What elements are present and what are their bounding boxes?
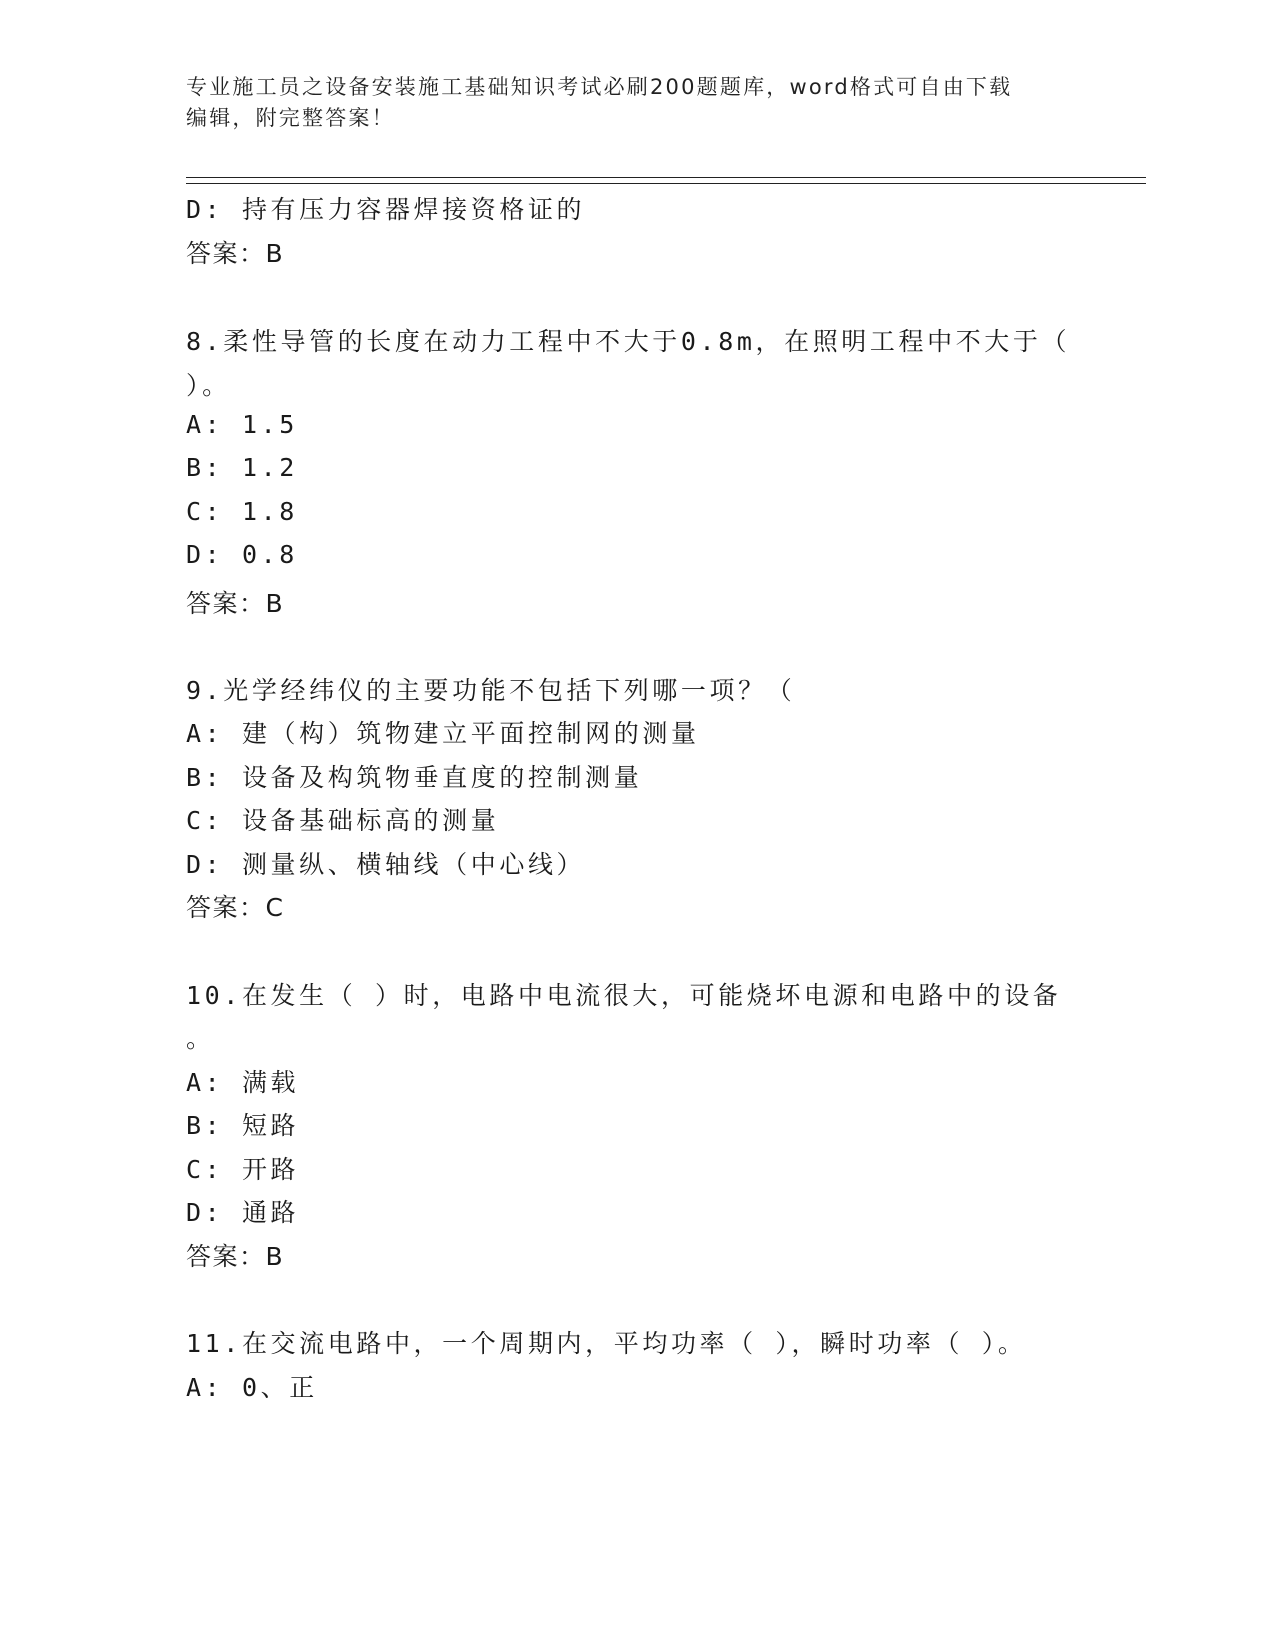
q10-stem-line-2: 。 — [186, 1024, 215, 1053]
q8-option-a: A: 1.5 — [186, 410, 298, 439]
q9-option-d: D: 测量纵、横轴线（中心线） — [186, 850, 586, 879]
q10-option-a: A: 满载 — [186, 1068, 300, 1097]
q9-stem: 9.光学经纬仪的主要功能不包括下列哪一项？（ — [186, 676, 796, 705]
q7-answer: 答案：B — [186, 239, 285, 268]
header-title-line-1: 专业施工员之设备安装施工基础知识考试必刷200题题库，word格式可自由下载 — [186, 75, 1013, 99]
q9-option-a: A: 建（构）筑物建立平面控制网的测量 — [186, 719, 700, 748]
q8-stem-line-1: 8.柔性导管的长度在动力工程中不大于0.8m，在照明工程中不大于（ — [186, 327, 1071, 356]
q8-stem-line-2: ）。 — [186, 371, 231, 400]
q10-option-c: C: 开路 — [186, 1155, 300, 1184]
q9-option-b: B: 设备及构筑物垂直度的控制测量 — [186, 763, 643, 792]
q11-option-a: A: 0、正 — [186, 1373, 318, 1402]
q10-option-b: B: 短路 — [186, 1111, 300, 1140]
document-header — [186, 72, 1086, 134]
q11-stem: 11.在交流电路中，一个周期内，平均功率（ ），瞬时功率（ ）。 — [186, 1329, 1027, 1358]
q8-answer: 答案：B — [186, 589, 285, 618]
q7-option-d: D: 持有压力容器焊接资格证的 — [186, 195, 586, 224]
header-divider-bottom — [186, 183, 1146, 184]
q8-option-c: C: 1.8 — [186, 497, 298, 526]
q8-option-b: B: 1.2 — [186, 453, 298, 482]
q8-option-d: D: 0.8 — [186, 540, 298, 569]
q10-option-d: D: 通路 — [186, 1198, 300, 1227]
header-title-line-2: 编辑，附完整答案！ — [186, 106, 395, 130]
q10-answer: 答案：B — [186, 1242, 285, 1271]
q9-answer: 答案：C — [186, 893, 285, 922]
header-divider-top — [186, 177, 1146, 178]
q9-option-c: C: 设备基础标高的测量 — [186, 806, 500, 835]
q10-stem-line-1: 10.在发生（ ）时，电路中电流很大，可能烧坏电源和电路中的设备 — [186, 981, 1062, 1010]
